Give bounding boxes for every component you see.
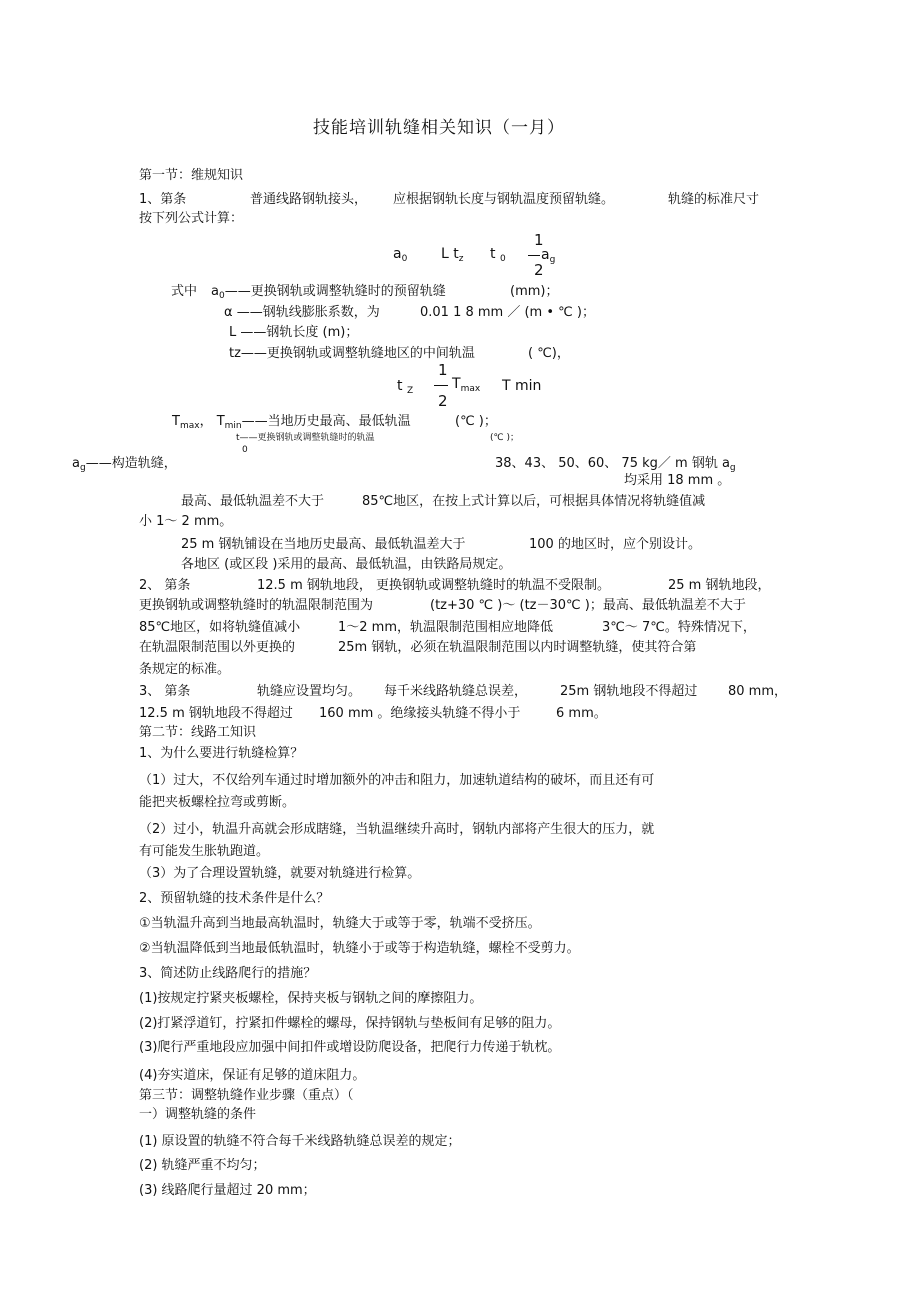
def-a0-unit: (mm)； xyxy=(510,284,559,299)
para-5-b: 12.5 m 钢轨地段， 更换钢轨或调整轨缝时的轨温不受限制。 xyxy=(257,578,611,593)
section-3-subheading: 一）调整轨缝的条件 xyxy=(139,1107,257,1122)
para-5-f: 85℃地区，如将轨缝值减小 xyxy=(139,620,301,635)
question-2: 2、预留轨缝的技术条件是什么？ xyxy=(139,891,330,906)
def-t0-small: t——更换钢轨或调整轨缝时的轨温 xyxy=(236,433,375,443)
formula-2-numerator: 1 xyxy=(438,361,448,379)
para-6-g: 160 mm 。绝缘接头轨缝不得小于 xyxy=(319,706,521,721)
formula-2-tmin: T min xyxy=(502,378,542,394)
def-label: 式中 xyxy=(171,284,198,299)
question-1: 1、为什么要进行轨缝检算？ xyxy=(139,746,304,761)
answer-1-a-line-1: （1）过大，不仅给列车通过时增加额外的冲击和阻力，加速轨道结构的破坏，而且还有可 xyxy=(139,773,655,788)
answer-1-b-line-1: （2）过小，轨温升高就会形成瞎缝，当轨温继续升高时，钢轨内部将产生很大的压力，就 xyxy=(139,822,655,837)
section-3-heading: 第三节：调整轨缝作业步骤（重点）（ xyxy=(139,1088,354,1103)
def-tz-unit: ( ℃)， xyxy=(528,346,570,361)
formula-2-denominator: 2 xyxy=(438,392,448,410)
answer-2-a: ①当轨温升高到当地最高轨温时，轨缝大于或等于零，轨端不受挤压。 xyxy=(139,916,541,931)
answer-3-c: (3)爬行严重地段应加强中间扣件或增设防爬设备，把爬行力传递于轨枕。 xyxy=(139,1040,561,1055)
para-5-e: (tz+30 ℃ )～ (tz－30℃ )；最高、最低轨温差不大于 xyxy=(430,598,746,613)
answer-2-b: ②当轨温降低到当地最低轨温时，轨缝小于或等于构造轨缝，螺栓不受剪力。 xyxy=(139,941,580,956)
def-L: L ——钢轨长度 (m)； xyxy=(229,325,359,340)
def-a0: $a_0——$更换钢轨或调整轨缝时的预留轨缝 xyxy=(211,284,446,301)
def-t0-zero: 0 xyxy=(242,445,248,455)
para-5-g: 1～2 mm，轨温限制范围相应地降低 xyxy=(338,620,554,635)
para-5-c: 25 m 钢轨地段， xyxy=(668,578,771,593)
formula-1-denominator: 2 xyxy=(534,261,544,279)
formula-1-ltz: L $t_z$ xyxy=(441,246,464,264)
def-ag: $a_g——$构造轨缝， xyxy=(72,456,177,473)
def-T-unit: (℃ )； xyxy=(455,414,497,429)
answer-3-b: (2)打紧浮道钉，拧紧扣件螺栓的螺母，保持钢轨与垫板间有足够的阻力。 xyxy=(139,1016,561,1031)
para-5-i: 在轨温限制范围以外更换的 xyxy=(139,640,296,655)
para-6-h: 6 mm。 xyxy=(556,706,607,721)
para-5-label: 2、 第条 xyxy=(139,578,191,593)
def-alpha-value: 0.01 1 8 mm ／ (m • ℃ )； xyxy=(420,305,595,320)
def-alpha: α ——钢轨线膨胀系数，为 xyxy=(224,305,380,320)
para-3-b: 100 的地区时，应个别设计。 xyxy=(529,537,701,552)
formula-2-tmax: $T_{max}$ xyxy=(452,376,481,394)
question-3: 3、简述防止线路爬行的措施？ xyxy=(139,966,317,981)
page-title: 技能培训轨缝相关知识（一月） xyxy=(313,118,565,138)
formula-1-numerator: 1 xyxy=(534,231,544,249)
answer-3-d: (4)夯实道床，保证有足够的道床阻力。 xyxy=(139,1068,366,1083)
formula-1-t0: t $_0$ xyxy=(490,246,506,264)
para-2-c: 小 1～ 2 mm。 xyxy=(139,514,233,529)
para-2-a: 最高、最低轨温差不大于 xyxy=(181,494,325,509)
formula-1-a0: $a_0$ xyxy=(393,246,408,264)
para-5-d: 更换钢轨或调整轨缝时的轨温限制范围为 xyxy=(139,598,374,613)
para-1-label: 1、第条 xyxy=(139,192,187,207)
para-5-j: 25m 钢轨，必须在轨温限制范围以内时调整轨缝，使其符合第 xyxy=(338,640,697,655)
para-4: 各地区 (或区段 )采用的最高、最低轨温，由铁路局规定。 xyxy=(181,557,512,572)
def-ag-rail: 38、43、 50、60、 75 kg／ m 钢轨 $a_g$ xyxy=(495,456,736,473)
para-1-text-d: 按下列公式计算： xyxy=(139,211,244,226)
section-2-heading: 第二节：线路工知识 xyxy=(139,725,257,740)
para-6-f: 12.5 m 钢轨地段不得超过 xyxy=(139,706,293,721)
para-6-d: 25m 钢轨地段不得超过 xyxy=(560,684,698,699)
formula-1-frac-line xyxy=(528,255,540,256)
answer-1-b-line-2: 有可能发生胀轨跑道。 xyxy=(139,844,270,859)
condition-2: (2) 轨缝严重不均匀； xyxy=(139,1158,266,1173)
para-2-b: 85℃地区，在按上式计算以后，可根据具体情况将轨缝值减 xyxy=(362,494,706,509)
para-5-h: 3℃～ 7℃。特殊情况下， xyxy=(602,620,756,635)
para-1-text-c: 轨缝的标准尺寸 xyxy=(668,192,760,207)
answer-1-a-line-2: 能把夹板螺栓拉弯或剪断。 xyxy=(139,795,296,810)
para-5-k: 条规定的标准。 xyxy=(139,662,231,677)
para-6-b: 轨缝应设置均匀。 xyxy=(257,684,362,699)
condition-3: (3) 线路爬行量超过 20 mm； xyxy=(139,1183,316,1198)
para-6-e: 80 mm， xyxy=(728,684,788,699)
para-6-c: 每千米线路轨缝总误差， xyxy=(384,684,528,699)
def-Tmax-Tmin: $T_{max}$， $T_{min}——$当地历史最高、最低轨温 xyxy=(172,414,411,431)
para-1-text-a: 普通线路钢轨接头， xyxy=(250,192,368,207)
def-tz: tz——更换钢轨或调整轨缝地区的中间轨温 xyxy=(229,346,475,361)
def-t0-small-unit: (℃ )； xyxy=(490,433,519,443)
answer-1-c: （3）为了合理设置轨缝，就要对轨缝进行检算。 xyxy=(139,866,421,881)
para-6-label: 3、 第条 xyxy=(139,684,191,699)
formula-2-frac-line xyxy=(434,385,448,386)
def-ag-rail-2: 均采用 18 mm 。 xyxy=(624,473,731,488)
para-1-text-b: 应根据钢轨长度与钢轨温度预留轨缝。 xyxy=(393,192,615,207)
section-1-heading: 第一节：维规知识 xyxy=(139,168,244,183)
condition-1: (1) 原设置的轨缝不符合每千米线路轨缝总误差的规定； xyxy=(139,1134,461,1149)
formula-1-ag: $a_g$ xyxy=(541,247,556,265)
formula-2-tz: t $_Z$ xyxy=(397,378,414,396)
para-3-a: 25 m 钢轨铺设在当地历史最高、最低轨温差大于 xyxy=(181,537,466,552)
answer-3-a: (1)按规定拧紧夹板螺栓，保持夹板与钢轨之间的摩擦阻力。 xyxy=(139,991,483,1006)
